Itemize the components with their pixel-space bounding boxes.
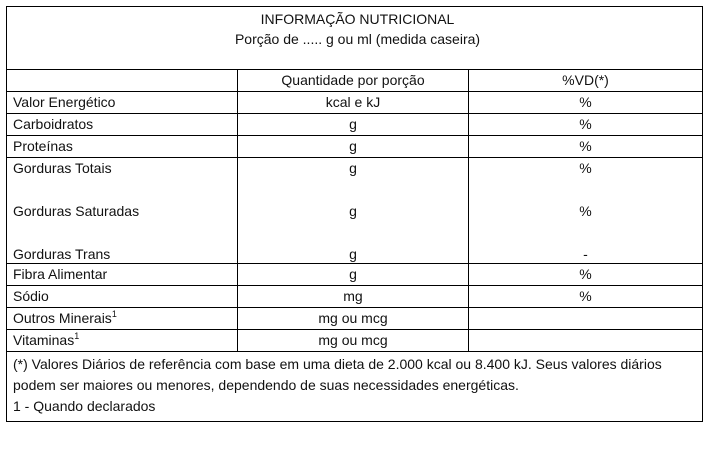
column-header-quantity: Quantidade por porção	[238, 70, 469, 92]
nutrient-label: Gorduras Trans	[13, 246, 111, 262]
footnote-row	[7, 352, 703, 422]
table-row-proteinas	[7, 136, 703, 158]
footnote-text: (*) Valores Diários de referência com base em uma dieta de 2.000 kcal ou 8.400 kJ. Seus valores diários podem ser maiores ou menores, dependendo de suas necessidades energéticas.	[13, 356, 662, 393]
table-row-vitaminas	[7, 330, 703, 352]
column-header-nutrient	[7, 70, 238, 92]
fat-vd-cell	[469, 158, 703, 264]
nutrient-label: Carboidratos	[7, 114, 238, 136]
nutrient-vd: %	[469, 114, 703, 136]
nutrient-vd: %	[469, 264, 703, 286]
footnote-note: 1 - Quando declarados	[13, 398, 156, 414]
nutrient-label: Gorduras Saturadas	[13, 203, 140, 219]
nutrient-vd	[469, 308, 703, 330]
nutrition-facts-table	[6, 6, 703, 422]
table-row-fibra	[7, 264, 703, 286]
fat-quantity-cell	[238, 158, 469, 264]
nutrient-quantity: g	[238, 264, 469, 286]
nutrient-quantity: mg	[238, 286, 469, 308]
table-row-outros-minerais	[7, 308, 703, 330]
nutrient-label: Proteínas	[7, 136, 238, 158]
nutrient-label: Valor Energético	[7, 92, 238, 114]
table-header	[7, 7, 703, 70]
portion-subtitle: Porção de ..... g ou ml (medida caseira)	[234, 31, 481, 47]
nutrient-quantity: g	[238, 136, 469, 158]
nutrient-label-cell	[7, 308, 238, 330]
nutrient-vd: %	[579, 203, 592, 219]
nutrient-label: Outros Minerais	[13, 310, 112, 326]
table-header-row	[7, 7, 703, 70]
nutrient-quantity: kcal e kJ	[238, 92, 469, 114]
nutrient-label: Fibra Alimentar	[7, 264, 238, 286]
footnote-marker: 1	[111, 309, 117, 319]
nutrient-vd: %	[579, 160, 592, 176]
nutrient-quantity: g	[349, 246, 357, 262]
nutrient-label-cell	[7, 330, 238, 352]
nutrient-label: Vitaminas	[13, 332, 75, 348]
nutrient-quantity: g	[238, 114, 469, 136]
nutrient-vd: %	[469, 136, 703, 158]
nutrient-label: Sódio	[7, 286, 238, 308]
fat-labels-cell	[7, 158, 238, 264]
nutrient-quantity: g	[349, 160, 357, 176]
nutrient-vd	[469, 330, 703, 352]
nutrient-quantity: mg ou mcg	[238, 308, 469, 330]
footnote-marker: 1	[74, 331, 80, 341]
nutrient-vd: -	[583, 246, 588, 262]
footnote-cell	[7, 352, 703, 422]
nutrient-quantity: mg ou mcg	[238, 330, 469, 352]
column-header-row	[7, 70, 703, 92]
nutrient-quantity: g	[349, 203, 357, 219]
table-row-energia	[7, 92, 703, 114]
nutrient-vd: %	[469, 286, 703, 308]
table-title: INFORMAÇÃO NUTRICIONAL	[260, 11, 455, 27]
table-row-gorduras	[7, 158, 703, 264]
column-header-vd: %VD(*)	[469, 70, 703, 92]
table-row-carboidratos	[7, 114, 703, 136]
nutrient-label: Gorduras Totais	[13, 160, 112, 176]
table-row-sodio	[7, 286, 703, 308]
nutrient-vd: %	[469, 92, 703, 114]
